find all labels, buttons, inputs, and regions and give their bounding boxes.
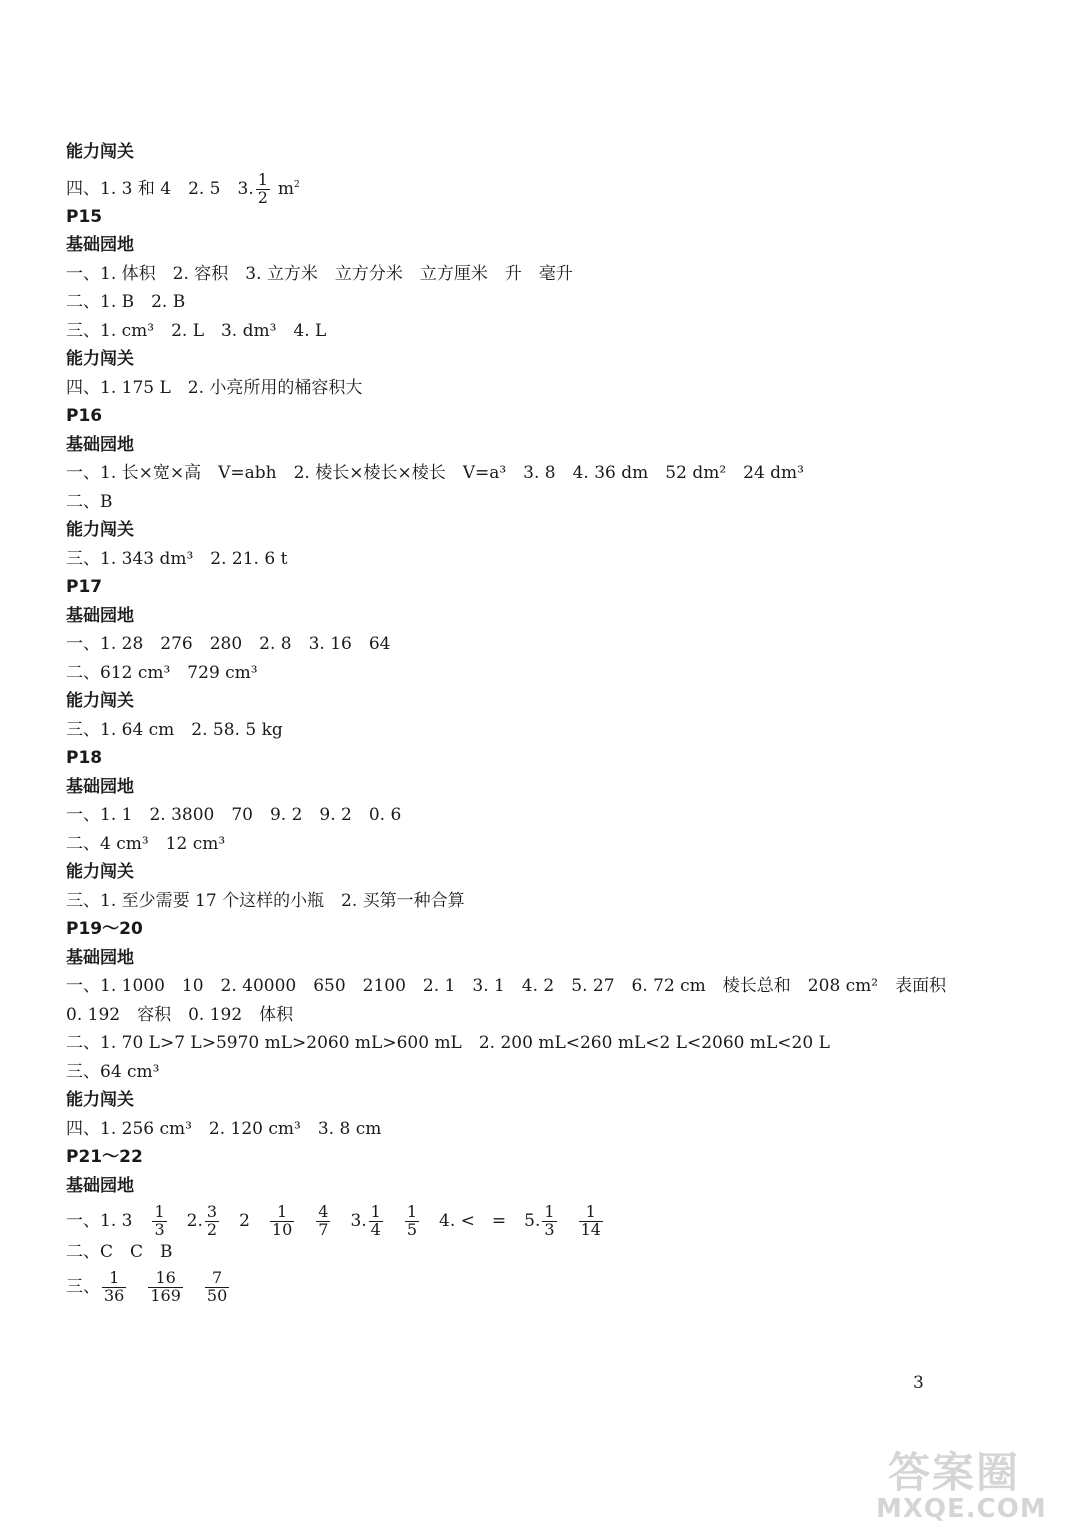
site-watermark-logo bbox=[838, 1440, 1070, 1524]
fraction-numerator: 1 bbox=[370, 1201, 381, 1221]
answer-line bbox=[66, 1115, 1016, 1144]
line-text: 四、1. 3 和 4 2. 5 3. bbox=[66, 178, 254, 199]
page-heading bbox=[66, 915, 1016, 944]
fraction-numerator: 1 bbox=[257, 169, 268, 189]
page-heading bbox=[66, 203, 1016, 232]
line-text: P18 bbox=[66, 748, 103, 768]
answer-line bbox=[66, 374, 1016, 403]
section-heading bbox=[66, 1086, 1016, 1115]
line-text: 三、1. 343 dm³ 2. 21. 6 t bbox=[66, 548, 288, 569]
answer-item bbox=[524, 1201, 558, 1241]
answer-line bbox=[66, 545, 1016, 574]
line-text: 一、1. 1000 10 2. 40000 650 2100 2. 1 3. 1 4. 2 5. 27 6. 72 cm 棱长总和 208 cm² 表面积 bbox=[66, 976, 947, 996]
fraction-numerator: 3 bbox=[206, 1201, 218, 1221]
fraction bbox=[579, 1201, 603, 1239]
fraction bbox=[316, 1201, 330, 1239]
answer-item bbox=[403, 1201, 421, 1241]
line-text: 能力闯关 bbox=[66, 691, 134, 711]
fraction-numerator: 1 bbox=[544, 1201, 555, 1221]
section-heading bbox=[66, 773, 1016, 802]
line-text: 能力闯关 bbox=[66, 349, 134, 369]
line-text: 三、1. cm³ 2. L 3. dm³ 4. L bbox=[66, 320, 327, 341]
section-heading bbox=[66, 345, 1016, 374]
answer-line bbox=[66, 972, 1016, 1001]
fraction-denominator: 2 bbox=[257, 187, 268, 207]
fraction-numerator: 7 bbox=[205, 1270, 229, 1288]
answer-line bbox=[66, 630, 1016, 659]
answer-item bbox=[577, 1201, 605, 1241]
answer-line-fractions bbox=[66, 1267, 1016, 1307]
fraction-numerator: 16 bbox=[148, 1270, 183, 1288]
answer-line: 二、C C B bbox=[66, 1242, 173, 1262]
fraction bbox=[102, 1270, 126, 1305]
fraction bbox=[542, 1201, 556, 1239]
answer-item bbox=[268, 1201, 296, 1241]
fraction bbox=[152, 1201, 166, 1239]
line-text: 基础园地 bbox=[66, 947, 134, 968]
fraction-denominator: 5 bbox=[406, 1219, 418, 1239]
line-text: 基础园地 bbox=[66, 235, 134, 255]
line-text: 二、4 cm³ 12 cm³ bbox=[66, 833, 226, 854]
page-heading bbox=[66, 744, 1016, 773]
answer-page bbox=[66, 138, 1016, 1307]
answer-line bbox=[66, 1058, 1016, 1087]
line-text: P21～22 bbox=[66, 1147, 143, 1167]
fraction-numerator: 1 bbox=[579, 1204, 603, 1222]
answer-line bbox=[66, 830, 1016, 859]
line-prefix: 三、 bbox=[66, 1276, 100, 1297]
item-lead: 4. < = bbox=[439, 1210, 507, 1231]
fraction bbox=[256, 169, 270, 207]
answer-item bbox=[187, 1201, 221, 1241]
fraction-numerator: 4 bbox=[318, 1201, 329, 1221]
line-text: 一、1. 28 276 280 2. 8 3. 16 64 bbox=[66, 634, 391, 654]
answer-item bbox=[100, 1267, 128, 1307]
line-text: 基础园地 bbox=[66, 1175, 134, 1196]
fraction bbox=[405, 1201, 419, 1239]
fraction-denominator: 2 bbox=[206, 1219, 218, 1239]
line-text: 能力闯关 bbox=[66, 520, 134, 540]
unit-exponent: 2 bbox=[294, 179, 300, 190]
answer-line bbox=[66, 1001, 1016, 1030]
fraction-denominator: 10 bbox=[271, 1219, 293, 1239]
fraction-denominator: 14 bbox=[580, 1219, 601, 1239]
fraction bbox=[205, 1201, 219, 1239]
page-heading bbox=[66, 573, 1016, 602]
fraction-numerator: 1 bbox=[406, 1201, 418, 1221]
section-heading bbox=[66, 687, 1016, 716]
line-text: 三、1. 至少需要 17 个这样的小瓶 2. 买第一种合算 bbox=[66, 890, 465, 911]
line-text: 二、B bbox=[66, 491, 113, 512]
fraction-denominator: 7 bbox=[318, 1219, 329, 1239]
line-text: 二、1. B 2. B bbox=[66, 292, 186, 312]
line-text: 能力闯关 bbox=[66, 142, 134, 162]
fraction bbox=[369, 1201, 383, 1239]
answer-item bbox=[150, 1201, 168, 1241]
line-text: P17 bbox=[66, 577, 103, 597]
section-heading bbox=[66, 858, 1016, 887]
page-heading bbox=[66, 1143, 1016, 1172]
answer-line bbox=[66, 317, 1016, 346]
line-text: 能力闯关 bbox=[66, 862, 134, 882]
answer-line bbox=[66, 167, 1016, 207]
line-text: 能力闯关 bbox=[66, 1090, 134, 1110]
fraction-denominator: 36 bbox=[104, 1286, 125, 1305]
fraction bbox=[270, 1201, 294, 1239]
item-lead: 3. bbox=[350, 1210, 367, 1231]
answer-line bbox=[66, 659, 1016, 688]
line-text: P15 bbox=[66, 206, 103, 227]
line-prefix: 一、1. 3 bbox=[66, 1210, 133, 1231]
line-text: 三、64 cm³ bbox=[66, 1061, 160, 1082]
answer-line-fractions bbox=[66, 1200, 1016, 1240]
fraction-numerator: 1 bbox=[270, 1204, 294, 1222]
watermark-top-text: 答案圈 bbox=[888, 1448, 1021, 1497]
item-lead: 5. bbox=[524, 1210, 541, 1231]
line-text: 一、1. 1 2. 3800 70 9. 2 9. 2 0. 6 bbox=[66, 805, 402, 825]
answer-line bbox=[66, 1029, 1016, 1058]
item-lead: 2. bbox=[186, 1210, 203, 1231]
answer-item bbox=[350, 1201, 384, 1241]
line-text: 三、1. 64 cm 2. 58. 5 kg bbox=[66, 719, 283, 740]
fraction-denominator: 3 bbox=[154, 1219, 165, 1239]
fraction-numerator: 1 bbox=[102, 1270, 126, 1288]
unit-text: m bbox=[277, 178, 295, 199]
fraction-denominator: 3 bbox=[544, 1219, 555, 1239]
page-number: 3 bbox=[913, 1373, 924, 1393]
answer-line bbox=[66, 887, 1016, 916]
line-text: 基础园地 bbox=[66, 605, 134, 626]
answer-line bbox=[66, 288, 1016, 317]
line-text: 四、1. 175 L 2. 小亮所用的桶容积大 bbox=[66, 377, 363, 398]
item-lead: 2 bbox=[239, 1210, 250, 1231]
section-heading bbox=[66, 431, 1016, 460]
line-text: P16 bbox=[66, 406, 103, 426]
answer-line bbox=[66, 801, 1016, 830]
line-text: 0. 192 容积 0. 192 体积 bbox=[66, 1004, 294, 1025]
section-heading bbox=[66, 1172, 1016, 1201]
answer-item bbox=[146, 1267, 185, 1307]
line-text: P19～20 bbox=[66, 919, 143, 939]
watermark-bottom-text: MXQE.COM bbox=[876, 1494, 1047, 1524]
line-text: 基础园地 bbox=[66, 434, 134, 455]
answer-item bbox=[239, 1201, 250, 1241]
fraction bbox=[148, 1270, 183, 1305]
section-heading bbox=[66, 944, 1016, 973]
section-heading bbox=[66, 138, 1016, 167]
line-text: 一、1. 长×宽×高 V=abh 2. 棱长×棱长×棱长 V=a³ 3. 8 4. 36 dm 52 dm² 24 dm³ bbox=[66, 463, 804, 483]
answer-line bbox=[66, 260, 1016, 289]
page-heading bbox=[66, 402, 1016, 431]
fraction-numerator: 1 bbox=[154, 1201, 165, 1221]
answer-item bbox=[314, 1201, 332, 1241]
answer-line bbox=[66, 459, 1016, 488]
fraction bbox=[205, 1270, 229, 1305]
answer-line bbox=[66, 716, 1016, 745]
line-text: 一、1. 体积 2. 容积 3. 立方米 立方分米 立方厘米 升 毫升 bbox=[66, 263, 573, 284]
line-text: 基础园地 bbox=[66, 776, 134, 797]
section-heading bbox=[66, 516, 1016, 545]
section-heading bbox=[66, 602, 1016, 631]
line-text: 二、612 cm³ 729 cm³ bbox=[66, 662, 258, 683]
answer-item bbox=[203, 1267, 231, 1307]
fraction-denominator: 4 bbox=[370, 1219, 381, 1239]
line-text: 二、1. 70 L>7 L>5970 mL>2060 mL>600 mL 2. 200 mL<260 mL<2 L<2060 mL<20 L bbox=[66, 1033, 830, 1053]
answer-item bbox=[439, 1201, 506, 1241]
line-text: 四、1. 256 cm³ 2. 120 cm³ 3. 8 cm bbox=[66, 1118, 382, 1139]
fraction-denominator: 50 bbox=[206, 1286, 228, 1305]
answer-line bbox=[66, 488, 1016, 517]
section-heading bbox=[66, 231, 1016, 260]
fraction-denominator: 169 bbox=[150, 1286, 181, 1305]
